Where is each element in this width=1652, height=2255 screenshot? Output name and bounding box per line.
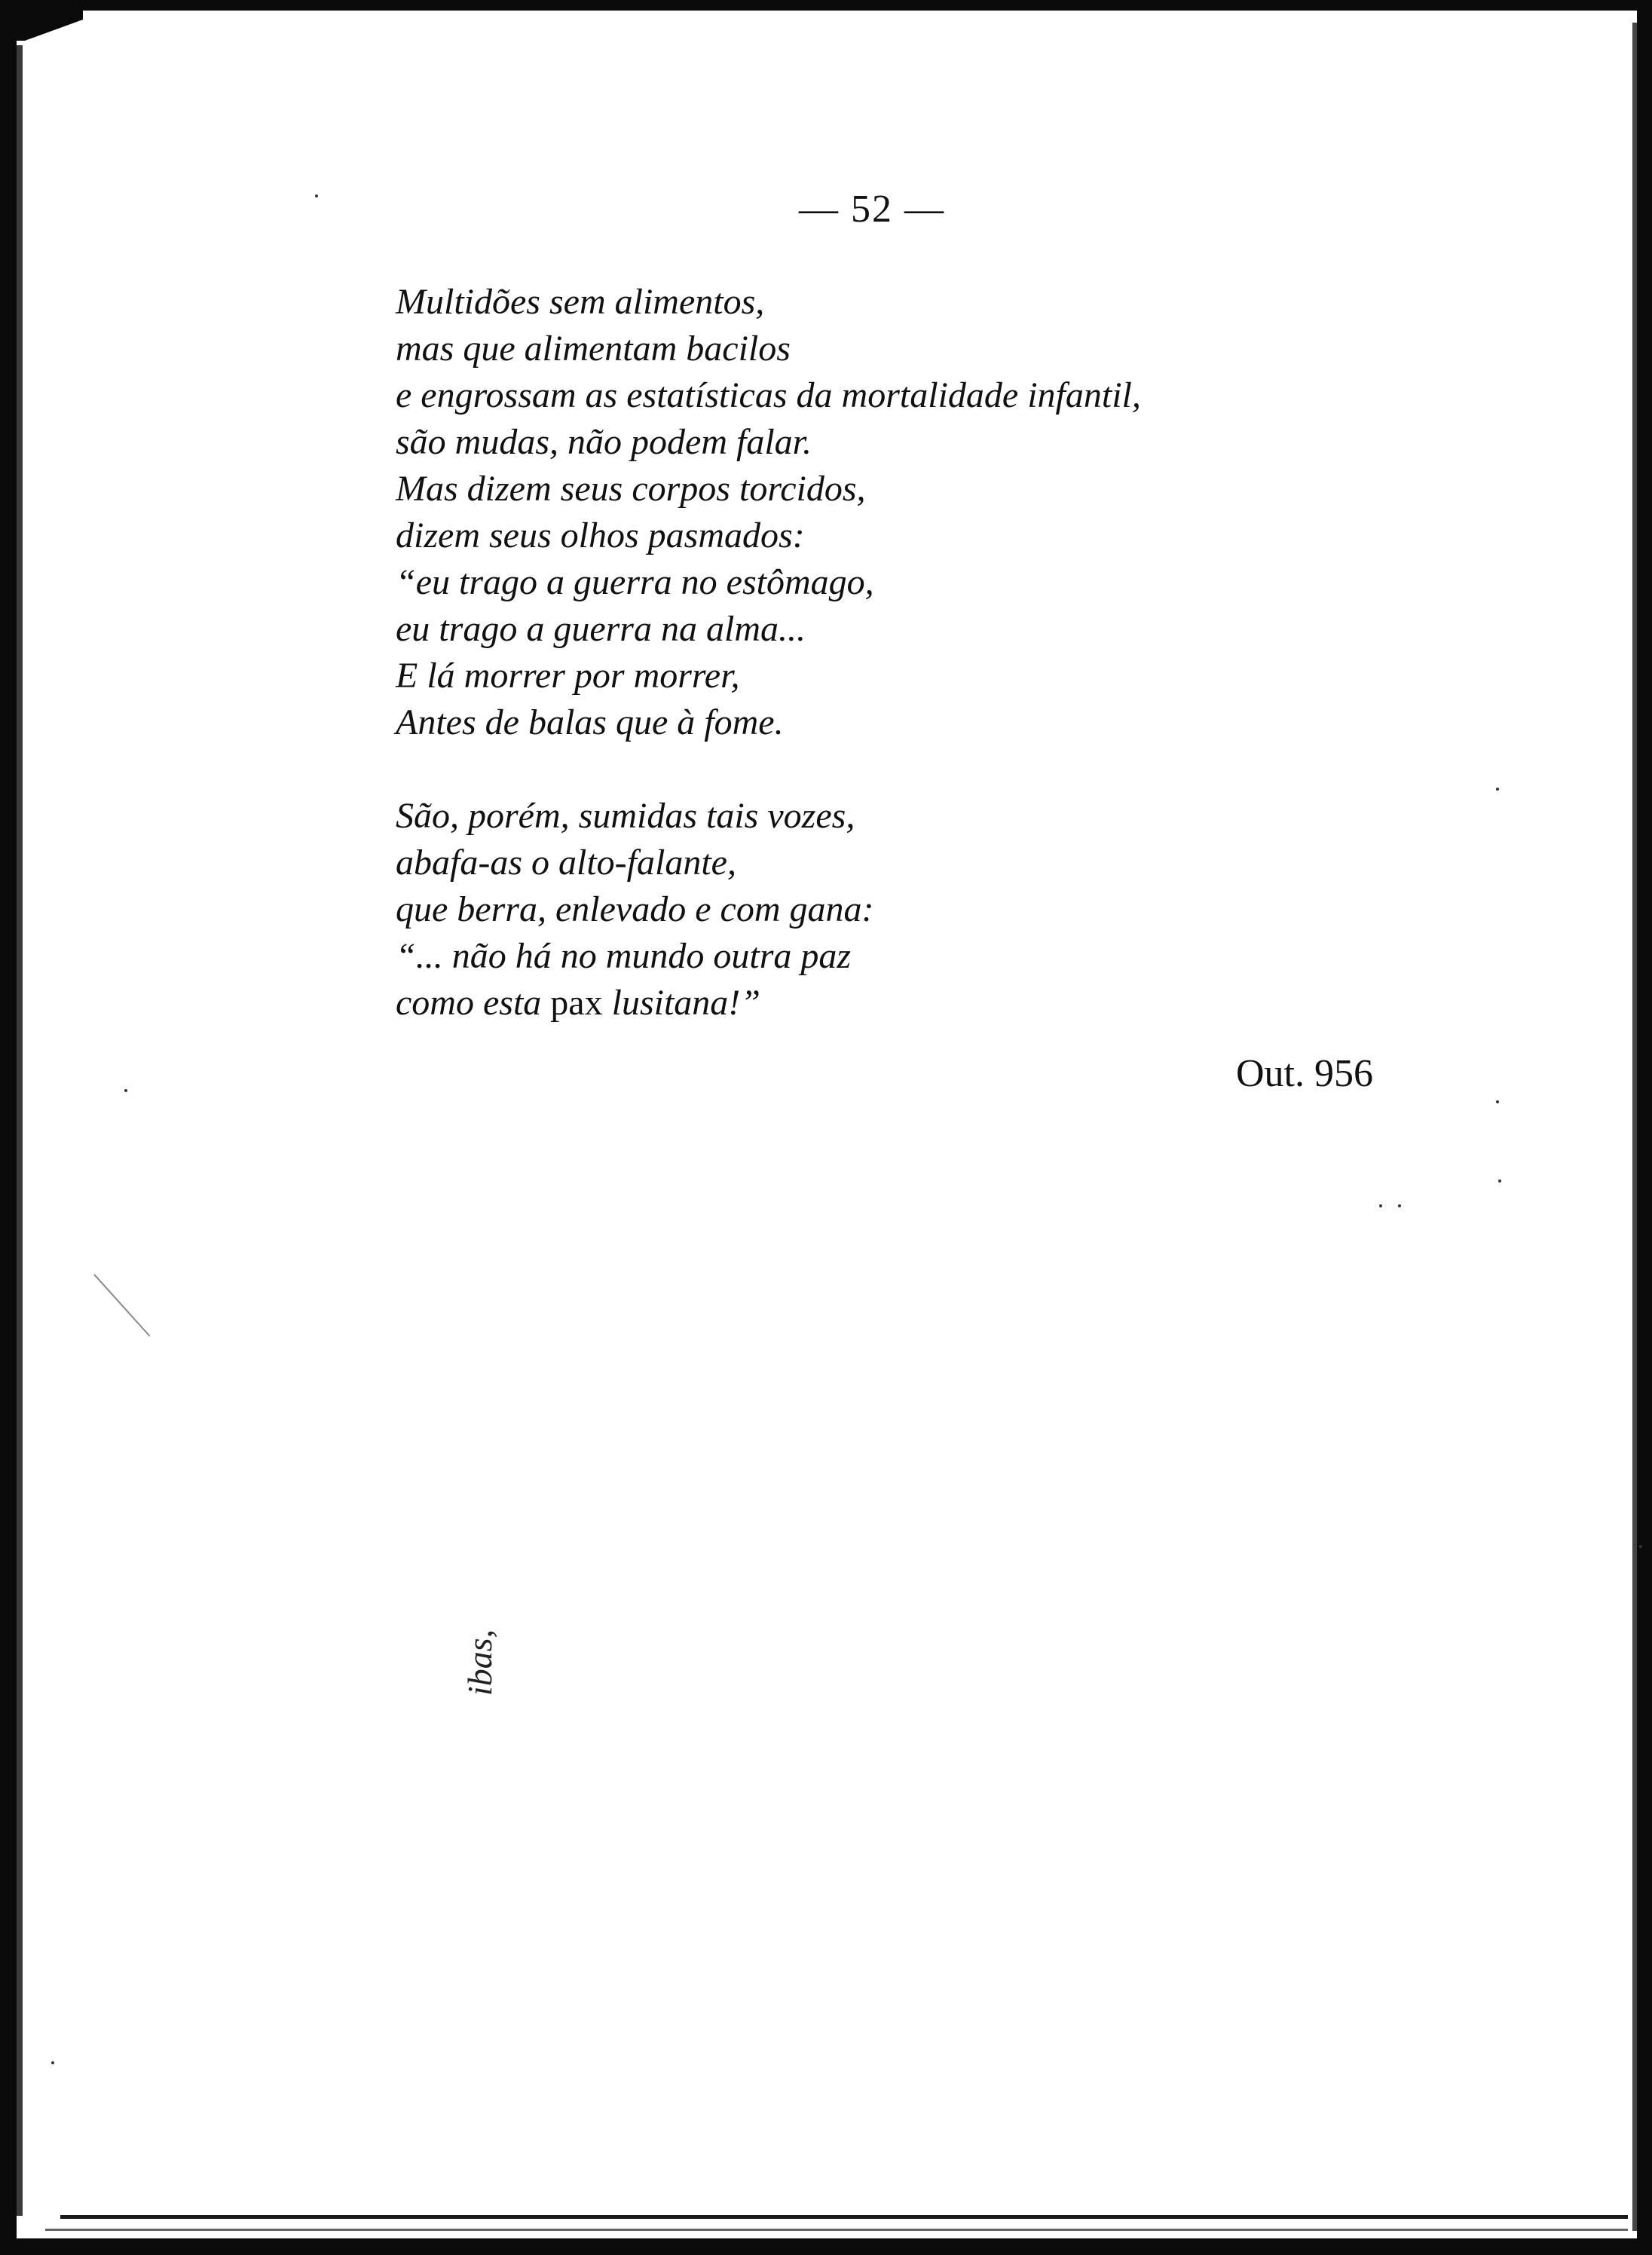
final-line-pax: pax xyxy=(550,983,603,1023)
poem-line: E lá morrer por morrer, xyxy=(396,656,740,696)
scan-bottom-rule xyxy=(60,2215,1628,2219)
poem-line: são mudas, não podem falar. xyxy=(396,422,812,462)
speck xyxy=(1496,1100,1499,1103)
scan-edge-bottom xyxy=(0,2238,1652,2255)
poem-line-final xyxy=(396,980,1141,1027)
poem-line: “eu trago a guerra no estômago, xyxy=(396,562,874,602)
scan-edge-right-shadow xyxy=(1632,23,1637,2231)
speck xyxy=(1398,1204,1401,1207)
poem-line: São, porém, sumidas tais vozes, xyxy=(396,796,855,836)
scan-bottom-rule-faint xyxy=(45,2229,1628,2231)
scan-scratch xyxy=(93,1274,150,1336)
final-line-start: como esta xyxy=(396,983,551,1023)
poem-line: mas que alimentam bacilos xyxy=(396,329,791,369)
final-line-end: lusitana!” xyxy=(602,983,760,1023)
scan-edge-left-shadow xyxy=(17,45,23,2216)
scan-edge-top xyxy=(0,0,1652,11)
page-number: — 52 — xyxy=(799,188,945,231)
poem-line: “... não há no mundo outra paz xyxy=(396,936,852,976)
margin-note: ibas, xyxy=(460,1629,499,1696)
speck xyxy=(1379,1204,1382,1207)
stanza-1 xyxy=(396,279,1141,746)
speck xyxy=(1498,1180,1501,1183)
poem-date: Out. 956 xyxy=(1236,1052,1373,1095)
poem-line: eu trago a guerra na alma... xyxy=(396,609,806,649)
poem-line: abafa-as o alto-falante, xyxy=(396,843,736,883)
scan-edge-right xyxy=(1637,0,1652,2255)
poem-line: Mas dizem seus corpos torcidos, xyxy=(396,469,866,509)
poem-line: Multidões sem alimentos, xyxy=(396,282,765,322)
poem-line: Antes de balas que à fome. xyxy=(396,702,784,742)
poem-line: dizem seus olhos pasmados: xyxy=(396,516,805,555)
stanza-2 xyxy=(396,793,1141,1027)
poem-line: que berra, enlevado e com gana: xyxy=(396,889,874,929)
poem xyxy=(396,279,1141,1027)
scan-edge-left xyxy=(0,0,17,2255)
speck xyxy=(1496,788,1499,791)
poem-line: e engrossam as estatísticas da mortalidade infantil, xyxy=(396,375,1141,415)
speck xyxy=(1639,1545,1642,1548)
speck xyxy=(51,2061,54,2064)
speck xyxy=(315,194,318,197)
speck xyxy=(124,1089,127,1092)
